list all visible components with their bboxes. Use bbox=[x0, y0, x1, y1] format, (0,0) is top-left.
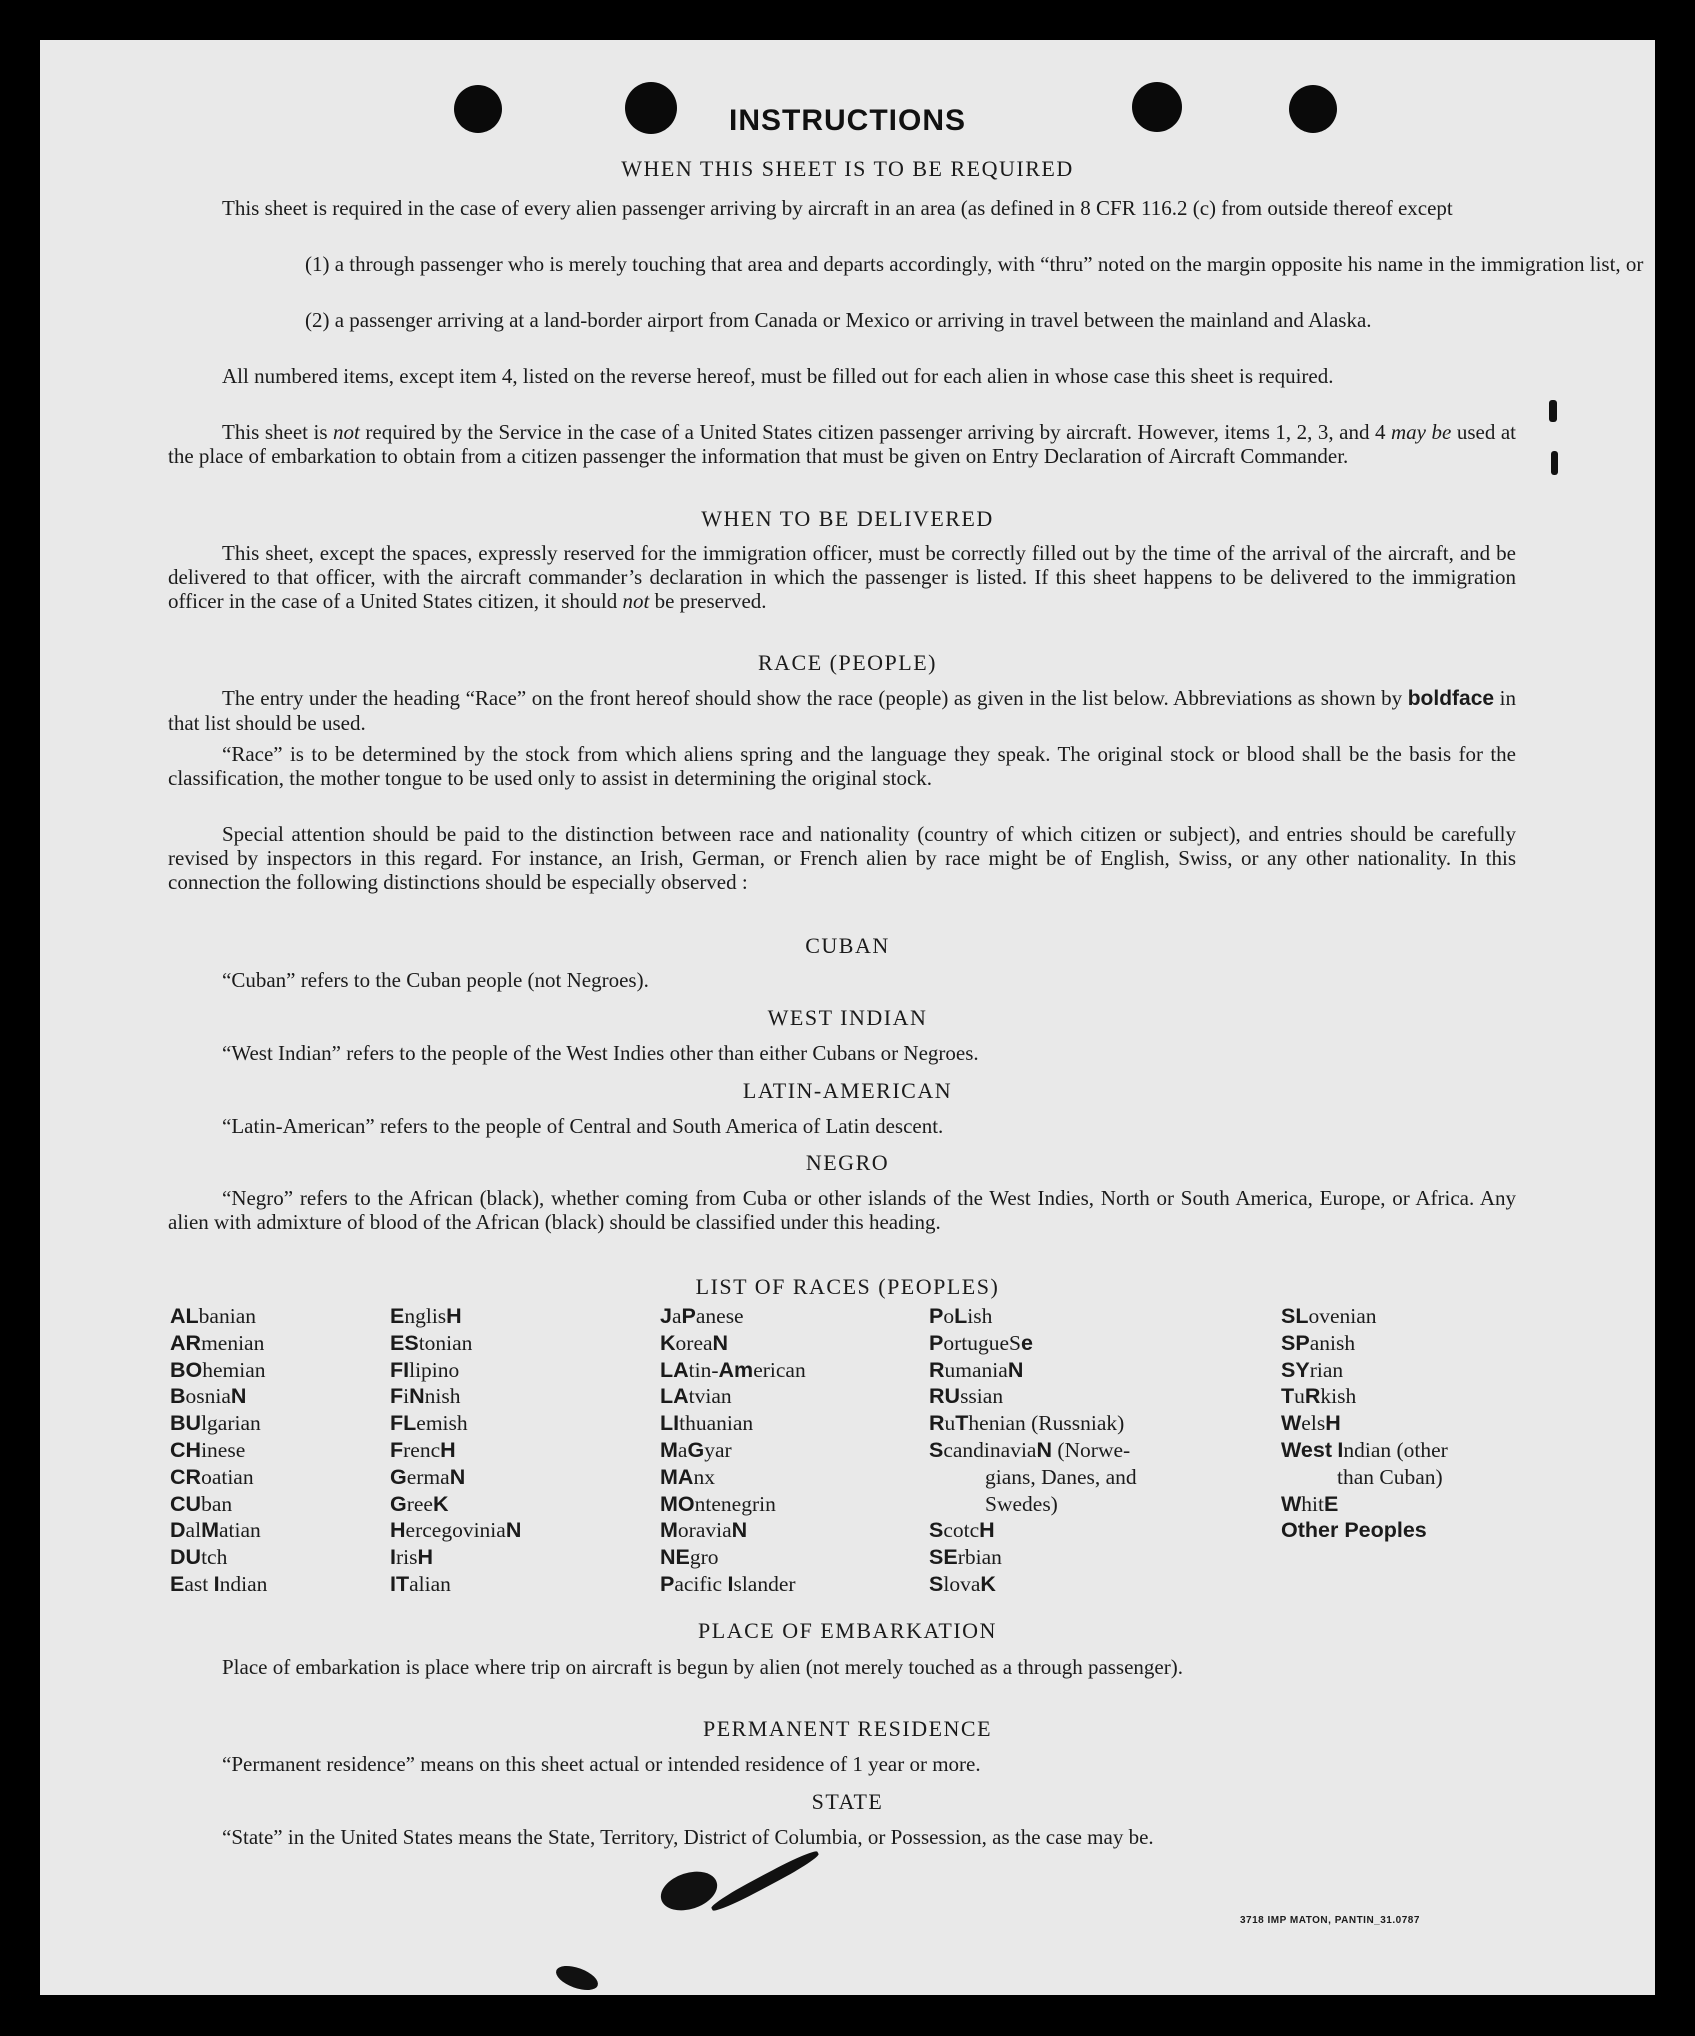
race-entry: ARmenian bbox=[170, 1330, 265, 1355]
race-entry: PoLish bbox=[929, 1304, 993, 1328]
paragraph: Special attention should be paid to the distinction between race and nationality (country of which citizen or subject), and entries should be carefully revised by inspectors in this regard. For instance, an Irish, German, or French alien by race might be of English, Swiss, or any other nationality. In this connection the following distinctions should be especially observed : bbox=[168, 822, 1516, 894]
race-entry: MaGyar bbox=[660, 1437, 732, 1462]
race-entry: BOhemian bbox=[170, 1357, 266, 1382]
paragraph bbox=[168, 541, 1516, 613]
paragraph: “Cuban” refers to the Cuban people (not Negroes). bbox=[222, 968, 649, 992]
race-entry: Swedes) bbox=[985, 1491, 1058, 1516]
race-entry: ScandinaviaN (Norwe- bbox=[929, 1437, 1131, 1462]
race-entry: gians, Danes, and bbox=[985, 1464, 1137, 1489]
race-entry: SPanish bbox=[1281, 1330, 1356, 1355]
race-entry: RUssian bbox=[929, 1384, 1004, 1409]
race-entry: IrisH bbox=[390, 1545, 434, 1570]
section-heading-state: STATE bbox=[811, 1789, 884, 1814]
race-entry: HercegoviniaN bbox=[390, 1518, 522, 1543]
text-run: in that list should be used. bbox=[168, 686, 1516, 735]
text-run: This sheet is bbox=[222, 420, 334, 444]
race-entry: CUban bbox=[170, 1491, 233, 1516]
races-column bbox=[1281, 1303, 1448, 1544]
paragraph: All numbered items, except item 4, listed on the reverse hereof, must be filled out for each alien in whose case this sheet is required. bbox=[222, 364, 1334, 388]
section-heading-race: RACE (PEOPLE) bbox=[758, 650, 937, 675]
race-entry: ITalian bbox=[390, 1571, 451, 1596]
race-entry: FLemish bbox=[390, 1411, 468, 1436]
race-entry: FiNnish bbox=[390, 1384, 461, 1409]
races-column bbox=[170, 1303, 267, 1598]
text-run: required by the Service in the case of a United States citizen passenger arriving by aircraft. However, items 1, 2, 3, and 4 bbox=[359, 420, 1392, 444]
race-entry: BosniaN bbox=[170, 1384, 247, 1409]
text-run: The entry under the heading “Race” on the front hereof should show the race (people) as given in the list below. Abbreviations as shown by bbox=[222, 686, 1408, 710]
race-entry: ALbanian bbox=[170, 1304, 256, 1328]
printer-stamp: 3718 IMP MATON, PANTIN_31.0787 bbox=[1240, 1915, 1420, 1926]
section-heading-residence: PERMANENT RESIDENCE bbox=[702, 1716, 993, 1741]
race-entry: CHinese bbox=[170, 1437, 246, 1462]
section-heading-cuban: CUBAN bbox=[805, 933, 890, 958]
paragraph bbox=[168, 686, 1516, 735]
race-entry: GreeK bbox=[390, 1491, 449, 1516]
race-entry: SLovenian bbox=[1281, 1304, 1377, 1328]
race-entry: West Indian (other bbox=[1281, 1437, 1448, 1462]
race-entry: EStonian bbox=[390, 1330, 473, 1355]
race-entry: PortugueSe bbox=[929, 1330, 1033, 1355]
race-entry: FrencH bbox=[390, 1437, 456, 1462]
race-entry: SErbian bbox=[929, 1545, 1002, 1570]
paragraph: “Latin-American” refers to the people of Central and South America of Latin descent. bbox=[222, 1114, 944, 1138]
race-entry: BUlgarian bbox=[170, 1411, 261, 1436]
paragraph: “Race” is to be determined by the stock from which aliens spring and the language they speak. The original stock or blood shall be the basis for the classification, the mother tongue to be used only to assist in determining the original stock. bbox=[168, 742, 1516, 790]
race-entry: LAtvian bbox=[660, 1384, 732, 1409]
text-run: used at the place of embarkation to obtain from a citizen passenger the information that must be given on Entry Declaration of Aircraft Commander. bbox=[168, 420, 1517, 468]
paragraph: “West Indian” refers to the people of the West Indies other than either Cubans or Negroes. bbox=[222, 1041, 979, 1065]
page-title: INSTRUCTIONS bbox=[729, 104, 966, 137]
race-entry: RumaniaN bbox=[929, 1357, 1024, 1382]
paragraph: This sheet is required in the case of every alien passenger arriving by aircraft in an area (as defined in 8 CFR 116.2 (c) from outside thereof except bbox=[222, 196, 1453, 220]
race-entry: Other Peoples bbox=[1281, 1518, 1427, 1543]
race-entry: WhitE bbox=[1281, 1491, 1339, 1516]
paragraph: “Negro” refers to the African (black), whether coming from Cuba or other islands of the West Indies, North or South America, Europe, or Africa. Any alien with admixture of blood of the African (black) should be classified under this heading. bbox=[168, 1186, 1516, 1234]
emphasis: not bbox=[622, 589, 650, 613]
race-entry: SYrian bbox=[1281, 1357, 1344, 1382]
race-entry: SlovaK bbox=[929, 1571, 996, 1596]
race-entry: Pacific Islander bbox=[660, 1571, 796, 1596]
paragraph bbox=[168, 420, 1516, 468]
section-heading-embarkation: PLACE OF EMBARKATION bbox=[698, 1618, 997, 1643]
paragraph: Place of embarkation is place where trip on aircraft is begun by alien (not merely touched as a through passenger). bbox=[222, 1655, 1183, 1679]
race-entry: MoraviaN bbox=[660, 1518, 748, 1543]
race-entry: RuThenian (Russniak) bbox=[929, 1411, 1125, 1436]
race-entry: GermaN bbox=[390, 1464, 466, 1489]
race-entry: MAnx bbox=[660, 1464, 715, 1489]
paragraph: “State” in the United States means the State, Territory, District of Columbia, or Possession, as the case may be. bbox=[222, 1825, 1154, 1849]
races-column bbox=[390, 1303, 521, 1598]
race-entry: JaPanese bbox=[660, 1304, 744, 1328]
text-run: be preserved. bbox=[649, 589, 767, 613]
race-entry: CRoatian bbox=[170, 1464, 254, 1489]
ink-mark bbox=[1551, 451, 1558, 475]
race-entry: East Indian bbox=[170, 1571, 268, 1596]
ink-blot bbox=[553, 1961, 601, 1995]
race-entry: TuRkish bbox=[1281, 1384, 1357, 1409]
race-entry: LIthuanian bbox=[660, 1411, 754, 1436]
races-column bbox=[929, 1303, 1137, 1598]
text-run: This sheet, except the spaces, expressly reserved for the immigration officer, must be correctly filled out by the time of the arrival of the aircraft, and be delivered to that officer, with the aircraft commander’s declaration in which the passenger is listed. If this sheet happens to be delivered to the immigration officer in the case of a United States citizen, it should bbox=[168, 541, 1516, 613]
list-item: (1) a through passenger who is merely touching that area and departs accordingly, with “thru” noted on the margin opposite his name in the immigration list, or bbox=[305, 252, 1644, 276]
race-entry: KoreaN bbox=[660, 1330, 729, 1355]
race-entry: ScotcH bbox=[929, 1518, 995, 1543]
section-heading-delivered: WHEN TO BE DELIVERED bbox=[701, 506, 994, 531]
section-heading-negro: NEGRO bbox=[805, 1150, 890, 1175]
section-heading-west-indian: WEST INDIAN bbox=[767, 1005, 928, 1030]
race-entry: FIlipino bbox=[390, 1357, 460, 1382]
ink-mark bbox=[1549, 400, 1557, 422]
ink-blot bbox=[709, 1848, 821, 1915]
section-heading-latin-american: LATIN-AMERICAN bbox=[742, 1078, 953, 1103]
race-entry: NEgro bbox=[660, 1545, 719, 1570]
section-heading-required: WHEN THIS SHEET IS TO BE REQUIRED bbox=[621, 156, 1074, 181]
emphasis: not bbox=[333, 420, 360, 444]
race-entry: LAtin-American bbox=[660, 1357, 806, 1382]
race-entry: EnglisH bbox=[390, 1304, 462, 1328]
race-entry: DalMatian bbox=[170, 1518, 261, 1543]
race-entry: than Cuban) bbox=[1337, 1464, 1443, 1489]
paragraph: “Permanent residence” means on this sheet actual or intended residence of 1 year or more. bbox=[222, 1752, 981, 1776]
emphasis: may be bbox=[1391, 420, 1452, 444]
list-item: (2) a passenger arriving at a land-border airport from Canada or Mexico or arriving in travel between the mainland and Alaska. bbox=[305, 308, 1372, 332]
race-entry: DUtch bbox=[170, 1545, 228, 1570]
races-column bbox=[660, 1303, 806, 1598]
race-entry: WelsH bbox=[1281, 1411, 1341, 1436]
section-heading-races-list: LIST OF RACES (PEOPLES) bbox=[695, 1274, 1000, 1299]
race-entry: MOntenegrin bbox=[660, 1491, 776, 1516]
bold-term: boldface bbox=[1407, 687, 1495, 710]
